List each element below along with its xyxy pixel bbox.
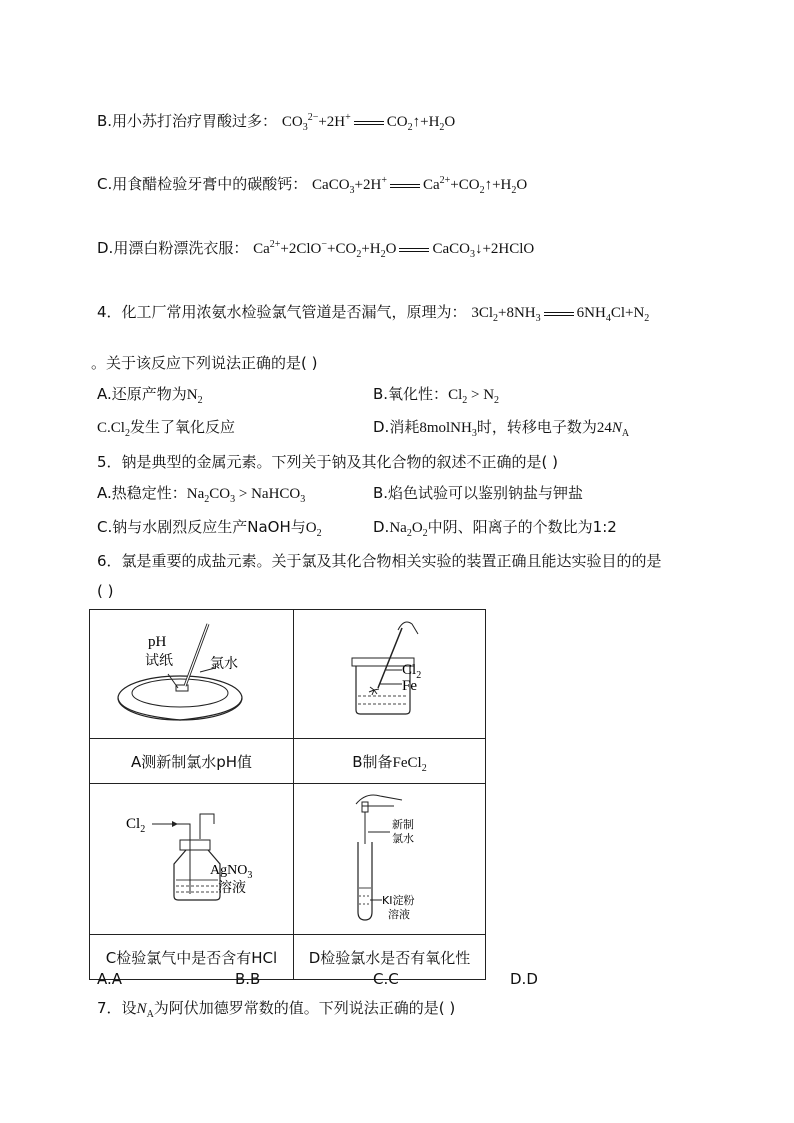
q3-option-d: D.用漂白粉漂洗衣服： $Ca^{2+}+2ClO^-+CO_2+H_2O$ CaCO$_3$↓+2HClO (97, 239, 535, 260)
figure-a-ph-test (90, 610, 293, 734)
q5-stem: 5．钠是典型的金属元素。下列关于钠及其化合物的叙述不正确的是( ) (97, 453, 559, 471)
figure-c-cl2-label: $Cl_2$ (126, 816, 146, 835)
figure-d-solution-label: 溶液 (388, 908, 410, 921)
q3-option-b: B.用小苏打治疗胃酸过多： $CO_3^{2-}+2H^+$ $CO_2↑+H_2O$ (97, 112, 456, 133)
figure-d-new-label: 新制 (392, 818, 414, 831)
q3-option-c: C.用食醋检验牙膏中的碳酸钙： CaCO$_3$+2H+ $Ca^{2+}+CO_2↑+H_2O$ (97, 175, 528, 196)
q4-option-c: $C.Cl_2$发生了氧化反应 (97, 418, 235, 439)
q4-option-a: A.还原产物为$N_2$ (97, 385, 203, 406)
q6-apparatus-table (89, 609, 486, 980)
q6-answer-paren: ( ) (97, 582, 114, 600)
figure-c-agno3-label: AgNO$_3$ (210, 863, 253, 881)
q6-stem: 6．氯是重要的成盐元素。关于氯及其化合物相关实验的装置正确且能达实验目的的是 (97, 552, 662, 570)
q4-equation: $3Cl_2+8NH_3$ $6NH_4Cl+N_2$ (471, 305, 650, 324)
q5-option-c: C.钠与水剧烈反应生产NaOH与$O_2$ (97, 518, 322, 539)
q6-answer-d: D.D (510, 970, 538, 988)
caption-c: C检验氯气中是否含有HCl (90, 935, 294, 980)
q4-option-d: D.消耗8molNH$_3$时，转移电子数为$24N_A$ (373, 418, 630, 439)
figure-b-cell (294, 610, 486, 739)
figure-d-ki-label: KI淀粉 (382, 894, 415, 907)
figure-c-agno3-wash-bottle (90, 784, 293, 930)
figure-b-iron-chlorine (294, 610, 485, 734)
q6-answer-b: B.B (235, 970, 261, 988)
figure-c-solution-label: 溶液 (218, 880, 246, 896)
caption-d: D检验氯水是否有氧化性 (294, 935, 486, 980)
caption-a: A测新制氯水pH值 (90, 739, 294, 784)
figure-a-paper-label: 试纸 (145, 653, 173, 669)
figure-a-cell (90, 610, 294, 739)
q3-option-b-equation: $CO_3^{2-}+2H^+$ $CO_2↑+H_2O$ (281, 112, 456, 133)
q3-option-c-equation: CaCO$_3$+2H+ $Ca^{2+}+CO_2↑+H_2O$ (312, 175, 528, 196)
q7-stem: 7．设$N_A$为阿伏加德罗常数的值。下列说法正确的是( ) (97, 999, 456, 1020)
figure-b-fe-label: Fe (402, 678, 417, 694)
figure-a-water-label: 氯水 (210, 656, 238, 672)
q6-answer-a: A.A (97, 970, 123, 988)
q4-option-b: B.氧化性：$Cl_2 > N_2$ (373, 385, 500, 406)
figure-c-cell (90, 784, 294, 935)
q6-answer-c: C.C (373, 970, 399, 988)
q3-option-d-equation: $Ca^{2+}+2ClO^-+CO_2+H_2O$ CaCO$_3$↓+2HClO (253, 239, 535, 260)
figure-a-ph-label: pH (148, 634, 167, 650)
q5-option-a: A.热稳定性：$Na_2CO_3$ > NaHCO$_3$ (97, 484, 306, 505)
caption-b: B制备FeCl$_2$ (294, 739, 486, 784)
figure-d-cell (294, 784, 486, 935)
figure-b-cl2-label: $Cl_2$ (402, 662, 422, 681)
q5-option-d: $D.Na_2O_2$中阴、阳离子的个数比为1:2 (373, 518, 617, 539)
q4-stem: 4．化工厂常用浓氨水检验氯气管道是否漏气，原理为： $3Cl_2+8NH_3$ $6NH_4Cl+N_2$ (97, 303, 650, 324)
figure-d-ki-starch-test (294, 784, 485, 930)
q4-stem-continued: 。关于该反应下列说法正确的是( ) (91, 354, 318, 372)
figure-d-water-label: 氯水 (392, 832, 414, 845)
q5-option-b: B.焰色试验可以鉴别钠盐与钾盐 (373, 484, 584, 502)
